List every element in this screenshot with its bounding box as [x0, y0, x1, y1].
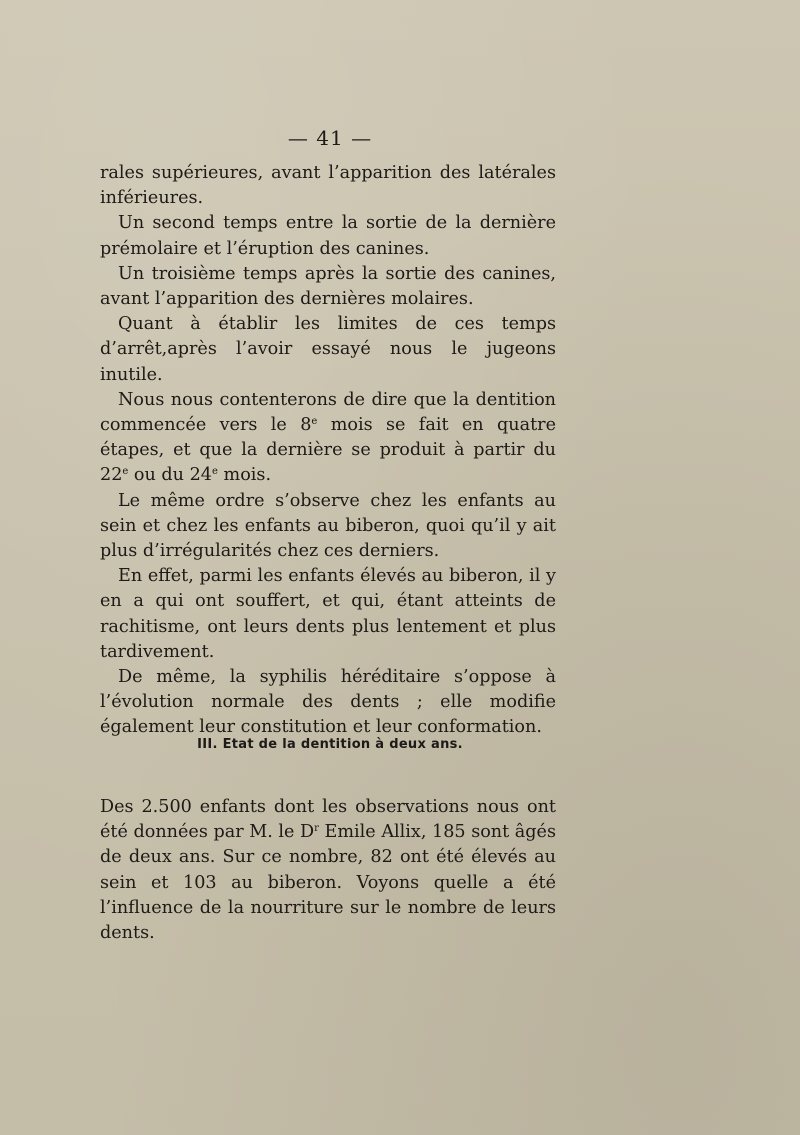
paragraph-text: rales supérieures, avant l’apparition des latérales inférieures.: [100, 163, 556, 209]
paragraph: [100, 489, 556, 565]
paragraph-text: mois.: [217, 465, 272, 486]
body-text: [100, 161, 556, 741]
paragraph-text: En effet, parmi les enfants élevés au biberon, il y en a qui ont souffert, et qui, étant atteints de rachitisme, ont leurs dents plus lentement et plus tardivement.: [100, 566, 556, 662]
paragraph-text: Le même ordre s’observe chez les enfants au sein et chez les enfants au biberon, quoi qu’il y ait plus d’irrégularités chez ces derniers.: [100, 490, 556, 562]
section-heading: III. Etat de la dentition à deux ans.: [197, 737, 463, 752]
superscript: e: [212, 466, 218, 478]
page-number: — 41 —: [287, 126, 373, 150]
paragraph: [100, 795, 556, 946]
superscript: e: [122, 466, 129, 478]
paragraph: [100, 665, 556, 741]
paragraph-text: De même, la syphilis héréditaire s’oppose à l’évolution normale des dents ; elle modifie également leur constitution et leur conformation.: [100, 667, 556, 738]
paragraph-text: Quant à établir les limites de ces temps d’arrêt,après l’avoir essayé nous le jugeons inutile.: [100, 314, 556, 385]
paragraph-text: Emile Allix, 185 sont âgés de deux ans. Sur ce nombre, 82 ont été élevés au sein et 103 au biberon. Voyons quelle a été l’influence de la nourriture sur le nombre de leurs dents.: [100, 822, 556, 944]
paragraph-text: ou du 24: [128, 465, 212, 486]
paragraph-continued: [100, 161, 556, 211]
paragraph: [100, 564, 556, 665]
paragraph: [100, 262, 556, 312]
paragraph-text: Nous nous contenterons de dire que la dentition commencée vers le 8: [100, 389, 556, 436]
paragraph-text: Des 2.500 enfants dont les observations nous ont été données par M. le D: [100, 797, 556, 843]
paragraph: [100, 388, 556, 489]
paragraph-text: Un second temps entre la sortie de la dernière prémolaire et l’éruption des canines.: [100, 213, 556, 259]
paragraph: [100, 312, 556, 388]
section-body: [100, 795, 556, 946]
paragraph: [100, 211, 556, 261]
paragraph-text: mois se fait en quatre étapes, et que la dernière se produit à partir du 22: [100, 415, 556, 486]
superscript: r: [314, 823, 319, 835]
superscript: e: [311, 416, 318, 428]
paragraph-text: Un troisième temps après la sortie des canines, avant l’apparition des dernières molaires.: [100, 263, 556, 310]
